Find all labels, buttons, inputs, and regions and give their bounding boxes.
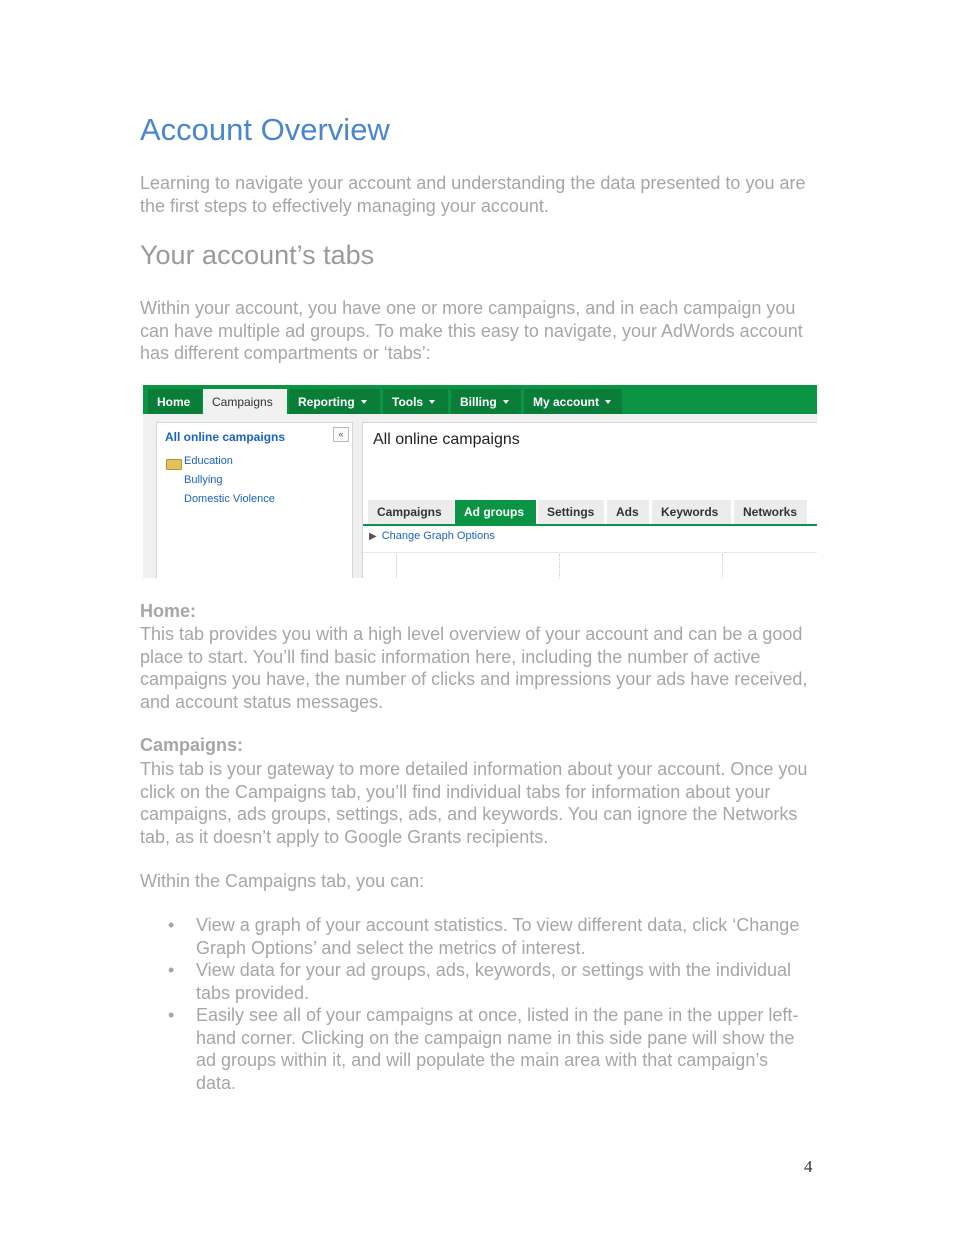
tabs-intro-paragraph: Within your account, you have one or more campaigns, and in each campaign you can have multiple ad groups. To make this easy to navigate, your AdWords account has different compartments or ‘tabs’:: [140, 298, 803, 363]
subtab-settings[interactable]: Settings: [538, 500, 604, 524]
chevron-down-icon: [605, 400, 611, 404]
campaigns-heading: Campaigns:: [140, 735, 244, 755]
list-item: • View data for your ad groups, ads, keywords, or settings with the individual tabs provided.: [168, 960, 791, 1003]
home-paragraph: This tab provides you with a high level overview of your account and can be a good place to start. You’ll find basic information here, including the number of active campaigns you have, the number of clicks and impressions your ads have received, and account status messages.: [140, 624, 808, 712]
chevron-down-icon: [503, 400, 509, 404]
page-title: Account Overview: [140, 112, 390, 147]
intro-paragraph: Learning to navigate your account and understanding the data presented to you are the first steps to effectively managing your account.: [140, 173, 806, 216]
nav-tab-home[interactable]: Home: [148, 389, 202, 414]
capabilities-list: [168, 914, 808, 1094]
adgroup-link-bullying[interactable]: Bullying: [184, 474, 223, 486]
nav-tab-campaigns[interactable]: Campaigns: [203, 389, 287, 415]
campaign-link-education[interactable]: Education: [184, 455, 233, 467]
campaign-side-pane: [156, 422, 353, 578]
top-nav-bar: [143, 385, 817, 414]
subtab-ad-groups[interactable]: Ad groups: [455, 500, 536, 524]
adwords-screenshot: [143, 385, 817, 578]
subtab-keywords[interactable]: Keywords: [652, 500, 731, 524]
graph-gridline: [559, 554, 560, 578]
subtab-underline: [363, 524, 817, 526]
chevron-down-icon: [361, 400, 367, 404]
section-heading: Your account’s tabs: [140, 240, 375, 270]
list-item: • View a graph of your account statistics. To view different data, click ‘Change Graph Options’ and select the metrics of interest.: [168, 915, 800, 958]
list-item: • Easily see all of your campaigns at once, listed in the pane in the upper left-hand corner. Clicking on the campaign name in this side pane will show the ad groups within it, and will populate the main area with that campaign’s data.: [168, 1005, 799, 1093]
subtab-campaigns[interactable]: Campaigns: [368, 500, 454, 524]
nav-tab-reporting[interactable]: Reporting: [289, 389, 380, 414]
main-pane-title: All online campaigns: [373, 431, 520, 448]
within-campaigns-text: Within the Campaigns tab, you can:: [140, 871, 425, 891]
collapse-icon[interactable]: «: [333, 427, 349, 442]
home-heading: Home:: [140, 601, 197, 621]
triangle-right-icon: ▶: [369, 531, 377, 542]
subtab-networks[interactable]: Networks: [734, 500, 807, 524]
graph-divider: [363, 552, 817, 553]
campaigns-paragraph: This tab is your gateway to more detailed information about your account. Once you click on the Campaigns tab, you’ll find individual tabs for information about your campaigns, ads groups, settings, ads, and keywords. You can ignore the Networks tab, as it doesn’t apply to Google Grants recipients.: [140, 759, 808, 847]
page-number: 4: [804, 1157, 813, 1176]
graph-gridline: [722, 554, 723, 578]
adgroup-link-domestic-violence[interactable]: Domestic Violence: [184, 493, 275, 505]
change-graph-options-link[interactable]: ▶ Change Graph Options: [369, 530, 495, 542]
main-content-pane: [362, 422, 817, 578]
all-campaigns-link[interactable]: All online campaigns: [165, 430, 286, 444]
nav-tab-my-account[interactable]: My account: [524, 389, 622, 414]
chevron-down-icon: [429, 400, 435, 404]
folder-icon: [166, 459, 182, 470]
nav-tab-billing[interactable]: Billing: [451, 389, 521, 414]
subtab-ads[interactable]: Ads: [607, 500, 649, 524]
graph-gridline: [396, 554, 397, 578]
nav-tab-tools[interactable]: Tools: [383, 389, 448, 414]
